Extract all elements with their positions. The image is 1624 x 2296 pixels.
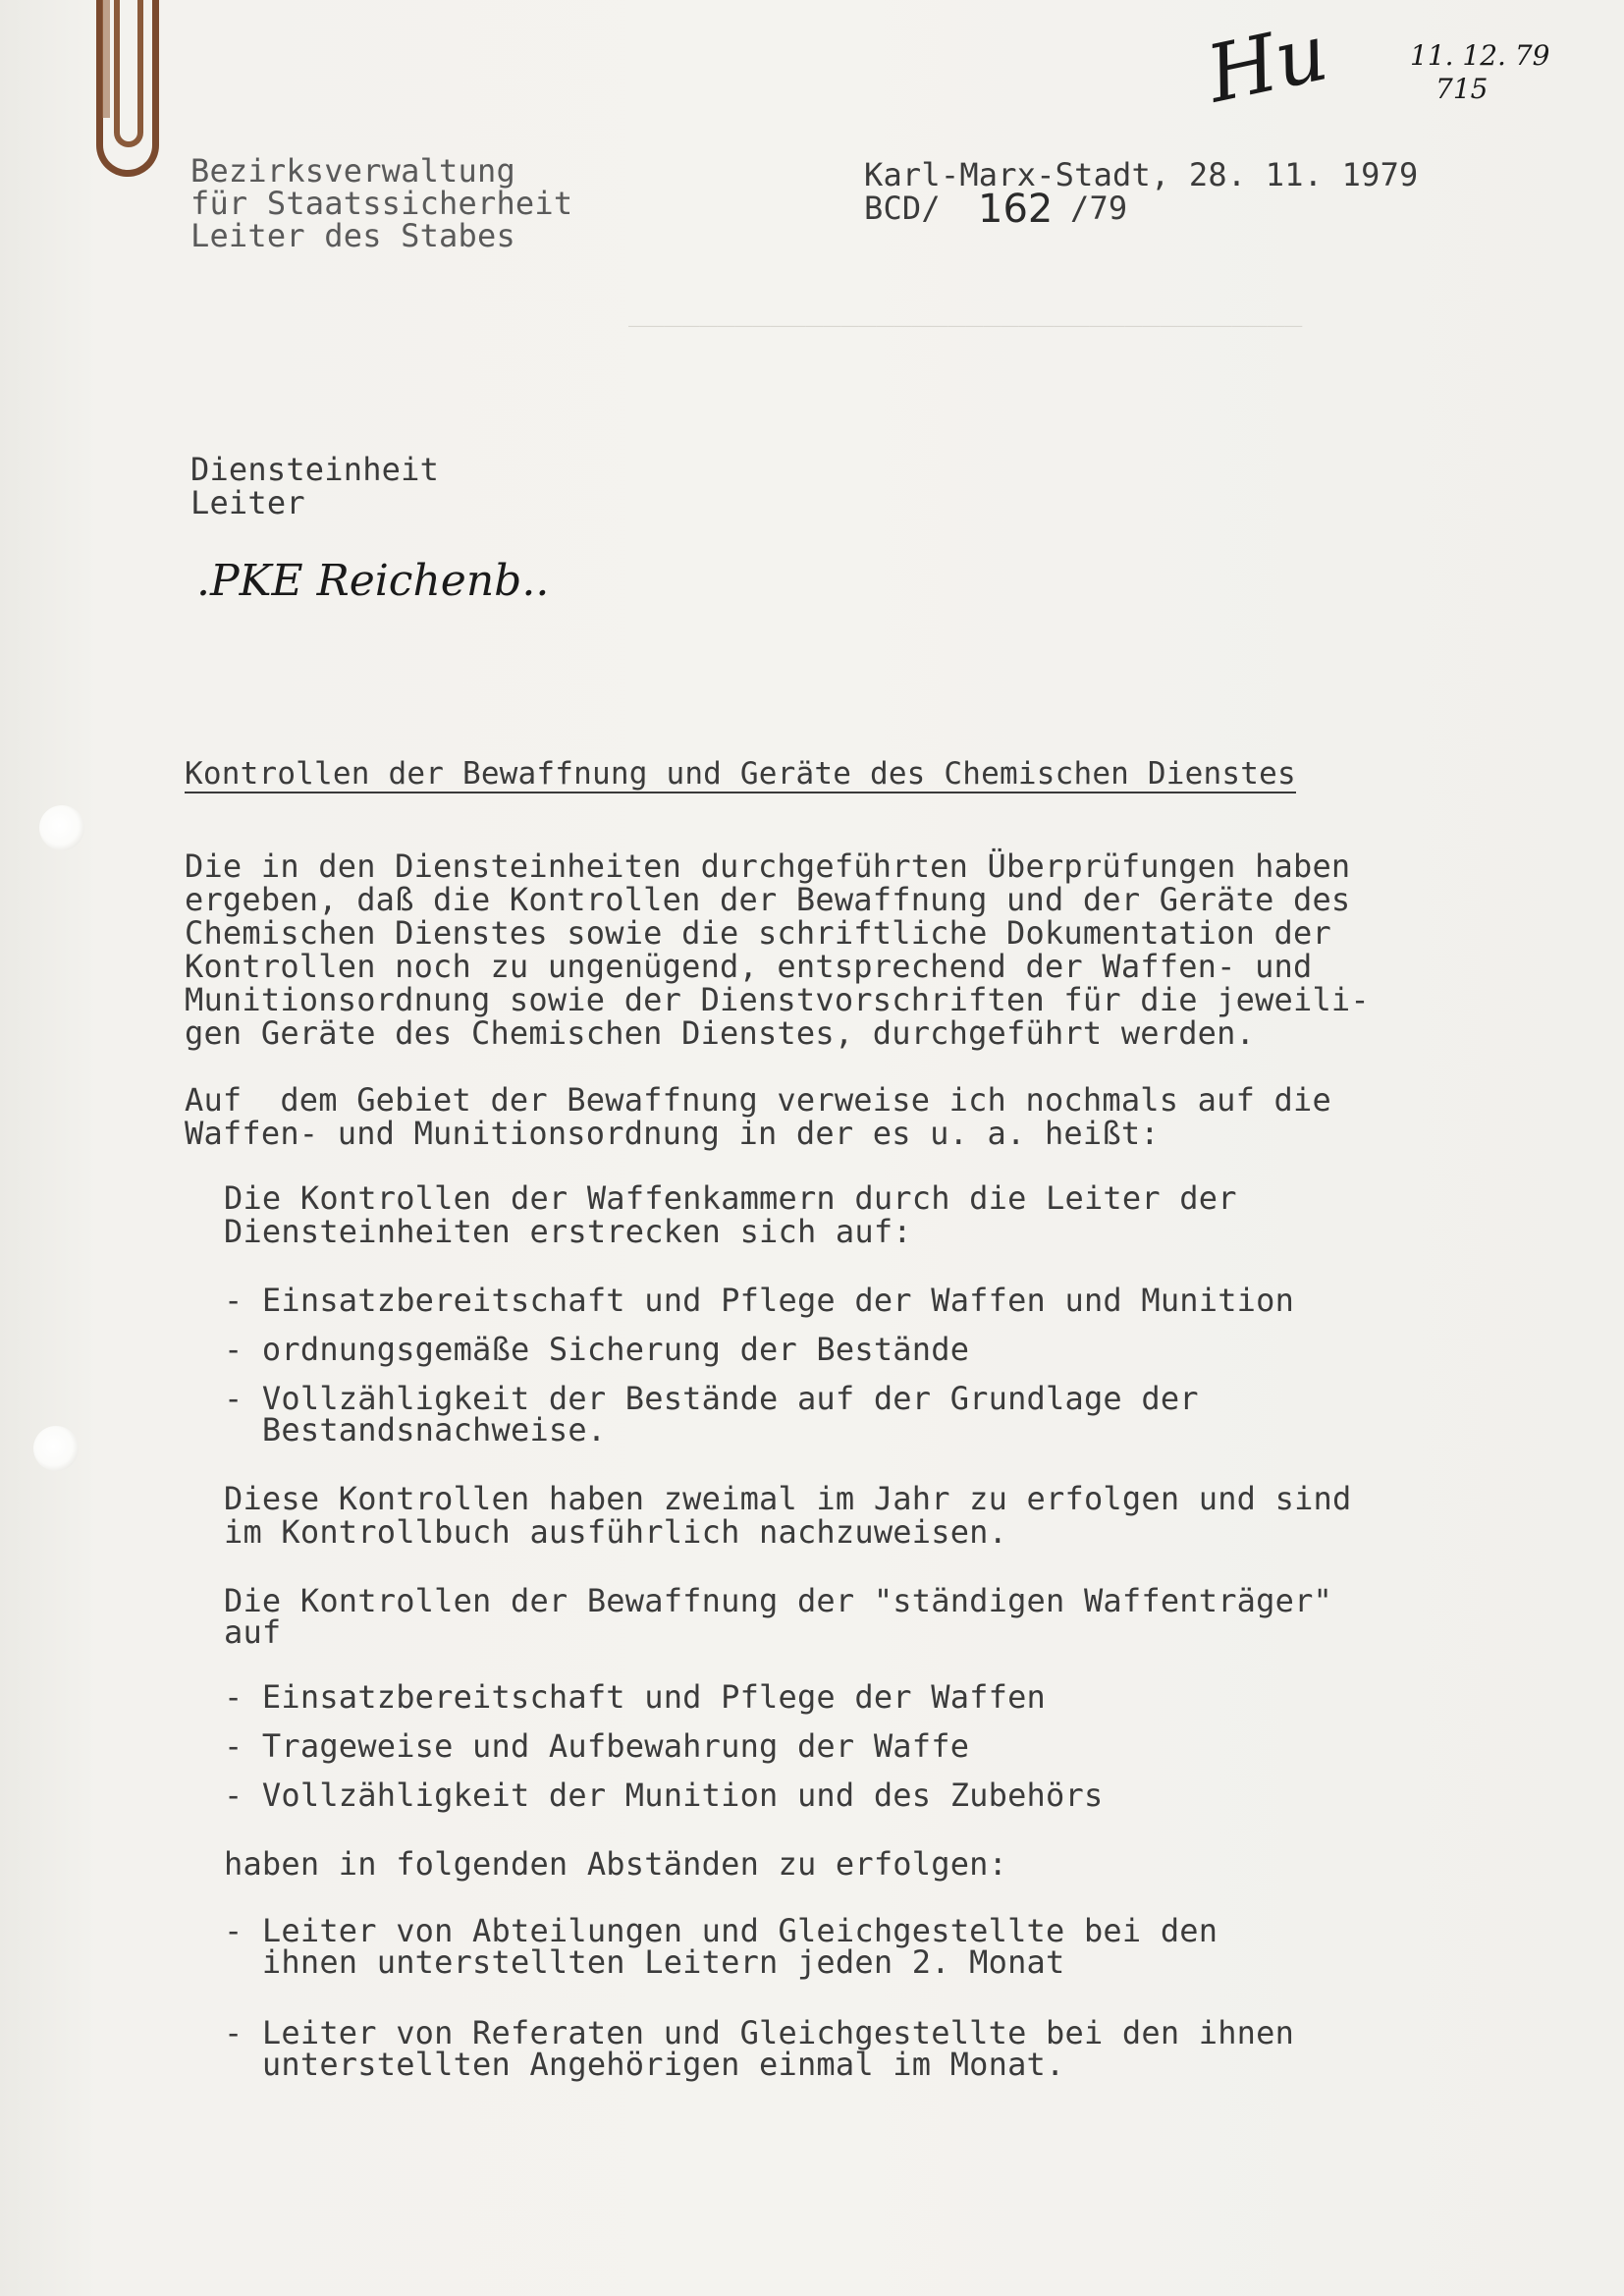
list-item: - Einsatzbereitschaft und Pflege der Waffen und Munition [224, 1282, 1295, 1319]
handwritten-code: 715 [1435, 73, 1489, 105]
body-line: Die in den Diensteinheiten durchgeführten Überprüfungen haben [185, 847, 1351, 885]
body-line: Waffen- und Munitionsordnung in der es u. a. heißt: [185, 1115, 1160, 1152]
body-line: Kontrollen noch zu ungenügend, entsprechend der Waffen- und [185, 948, 1313, 985]
list-item: - Einsatzbereitschaft und Pflege der Waffen [224, 1678, 1047, 1716]
handwritten-signature: Hu [1199, 6, 1335, 121]
handwritten-recipient: .PKE Reichenb.. [196, 556, 550, 606]
body-line: Auf dem Gebiet der Bewaffnung verweise ich nochmals auf die [185, 1081, 1331, 1119]
list-item: unterstellten Angehörigen einmal im Monat. [224, 2046, 1065, 2083]
subject-line: Kontrollen der Bewaffnung und Geräte des Chemischen Dienstes [185, 756, 1296, 792]
reference-prefix: BCD/ [864, 190, 941, 227]
bleed-through-text: ______________________________________ [628, 294, 1303, 328]
list-item: ihnen unterstellten Leitern jeden 2. Monat [224, 1943, 1065, 1981]
quote-line: haben in folgenden Abständen zu erfolgen: [224, 1845, 1008, 1883]
handwritten-date: 11. 12. 79 [1410, 39, 1550, 72]
body-line: gen Geräte des Chemischen Dienstes, durchgeführt werden. [185, 1014, 1256, 1052]
paper-clip-inner [114, 0, 143, 147]
body-line: Munitionsordnung sowie der Dienstvorschriften für die jeweili- [185, 981, 1370, 1018]
body-line: Chemischen Dienstes sowie die schriftliche Dokumentation der [185, 914, 1331, 952]
quote-line: Die Kontrollen der Bewaffnung der "ständigen Waffenträger" [224, 1582, 1333, 1619]
reference-suffix: /79 [1070, 190, 1128, 227]
sender-line-1: Bezirksverwaltung [190, 152, 515, 190]
quote-line: Diensteinheiten erstrecken sich auf: [224, 1213, 912, 1250]
list-item: Bestandsnachweise. [224, 1411, 607, 1449]
body-line: ergeben, daß die Kontrollen der Bewaffnung und der Geräte des [185, 881, 1351, 918]
sender-line-2: für Staatssicherheit [190, 185, 573, 222]
recipient-line-1: Diensteinheit [190, 451, 440, 488]
punch-hole-lower [33, 1426, 79, 1471]
quote-line: auf [224, 1613, 282, 1651]
list-item: - Vollzähligkeit der Bestände auf der Grundlage der [224, 1380, 1199, 1417]
place-date: Karl-Marx-Stadt, 28. 11. 1979 [864, 156, 1419, 193]
punch-hole-upper [39, 805, 84, 850]
quote-line: Diese Kontrollen haben zweimal im Jahr zu erfolgen und sind [224, 1480, 1352, 1517]
recipient-line-2: Leiter [190, 484, 305, 521]
sender-line-3: Leiter des Stabes [190, 217, 515, 254]
quote-line: Die Kontrollen der Waffenkammern durch die Leiter der [224, 1179, 1237, 1217]
list-item: - Trageweise und Aufbewahrung der Waffe [224, 1727, 970, 1765]
list-item: - Vollzähligkeit der Munition und des Zubehörs [224, 1777, 1104, 1814]
quote-line: im Kontrollbuch ausführlich nachzuweisen. [224, 1513, 1008, 1551]
list-item: - Leiter von Abteilungen und Gleichgestellte bei den [224, 1912, 1218, 1949]
list-item: - Leiter von Referaten und Gleichgestellte bei den ihnen [224, 2014, 1295, 2051]
list-item: - ordnungsgemäße Sicherung der Bestände [224, 1331, 970, 1368]
rust-stain [102, 0, 110, 118]
reference-number: 162 [978, 187, 1054, 232]
